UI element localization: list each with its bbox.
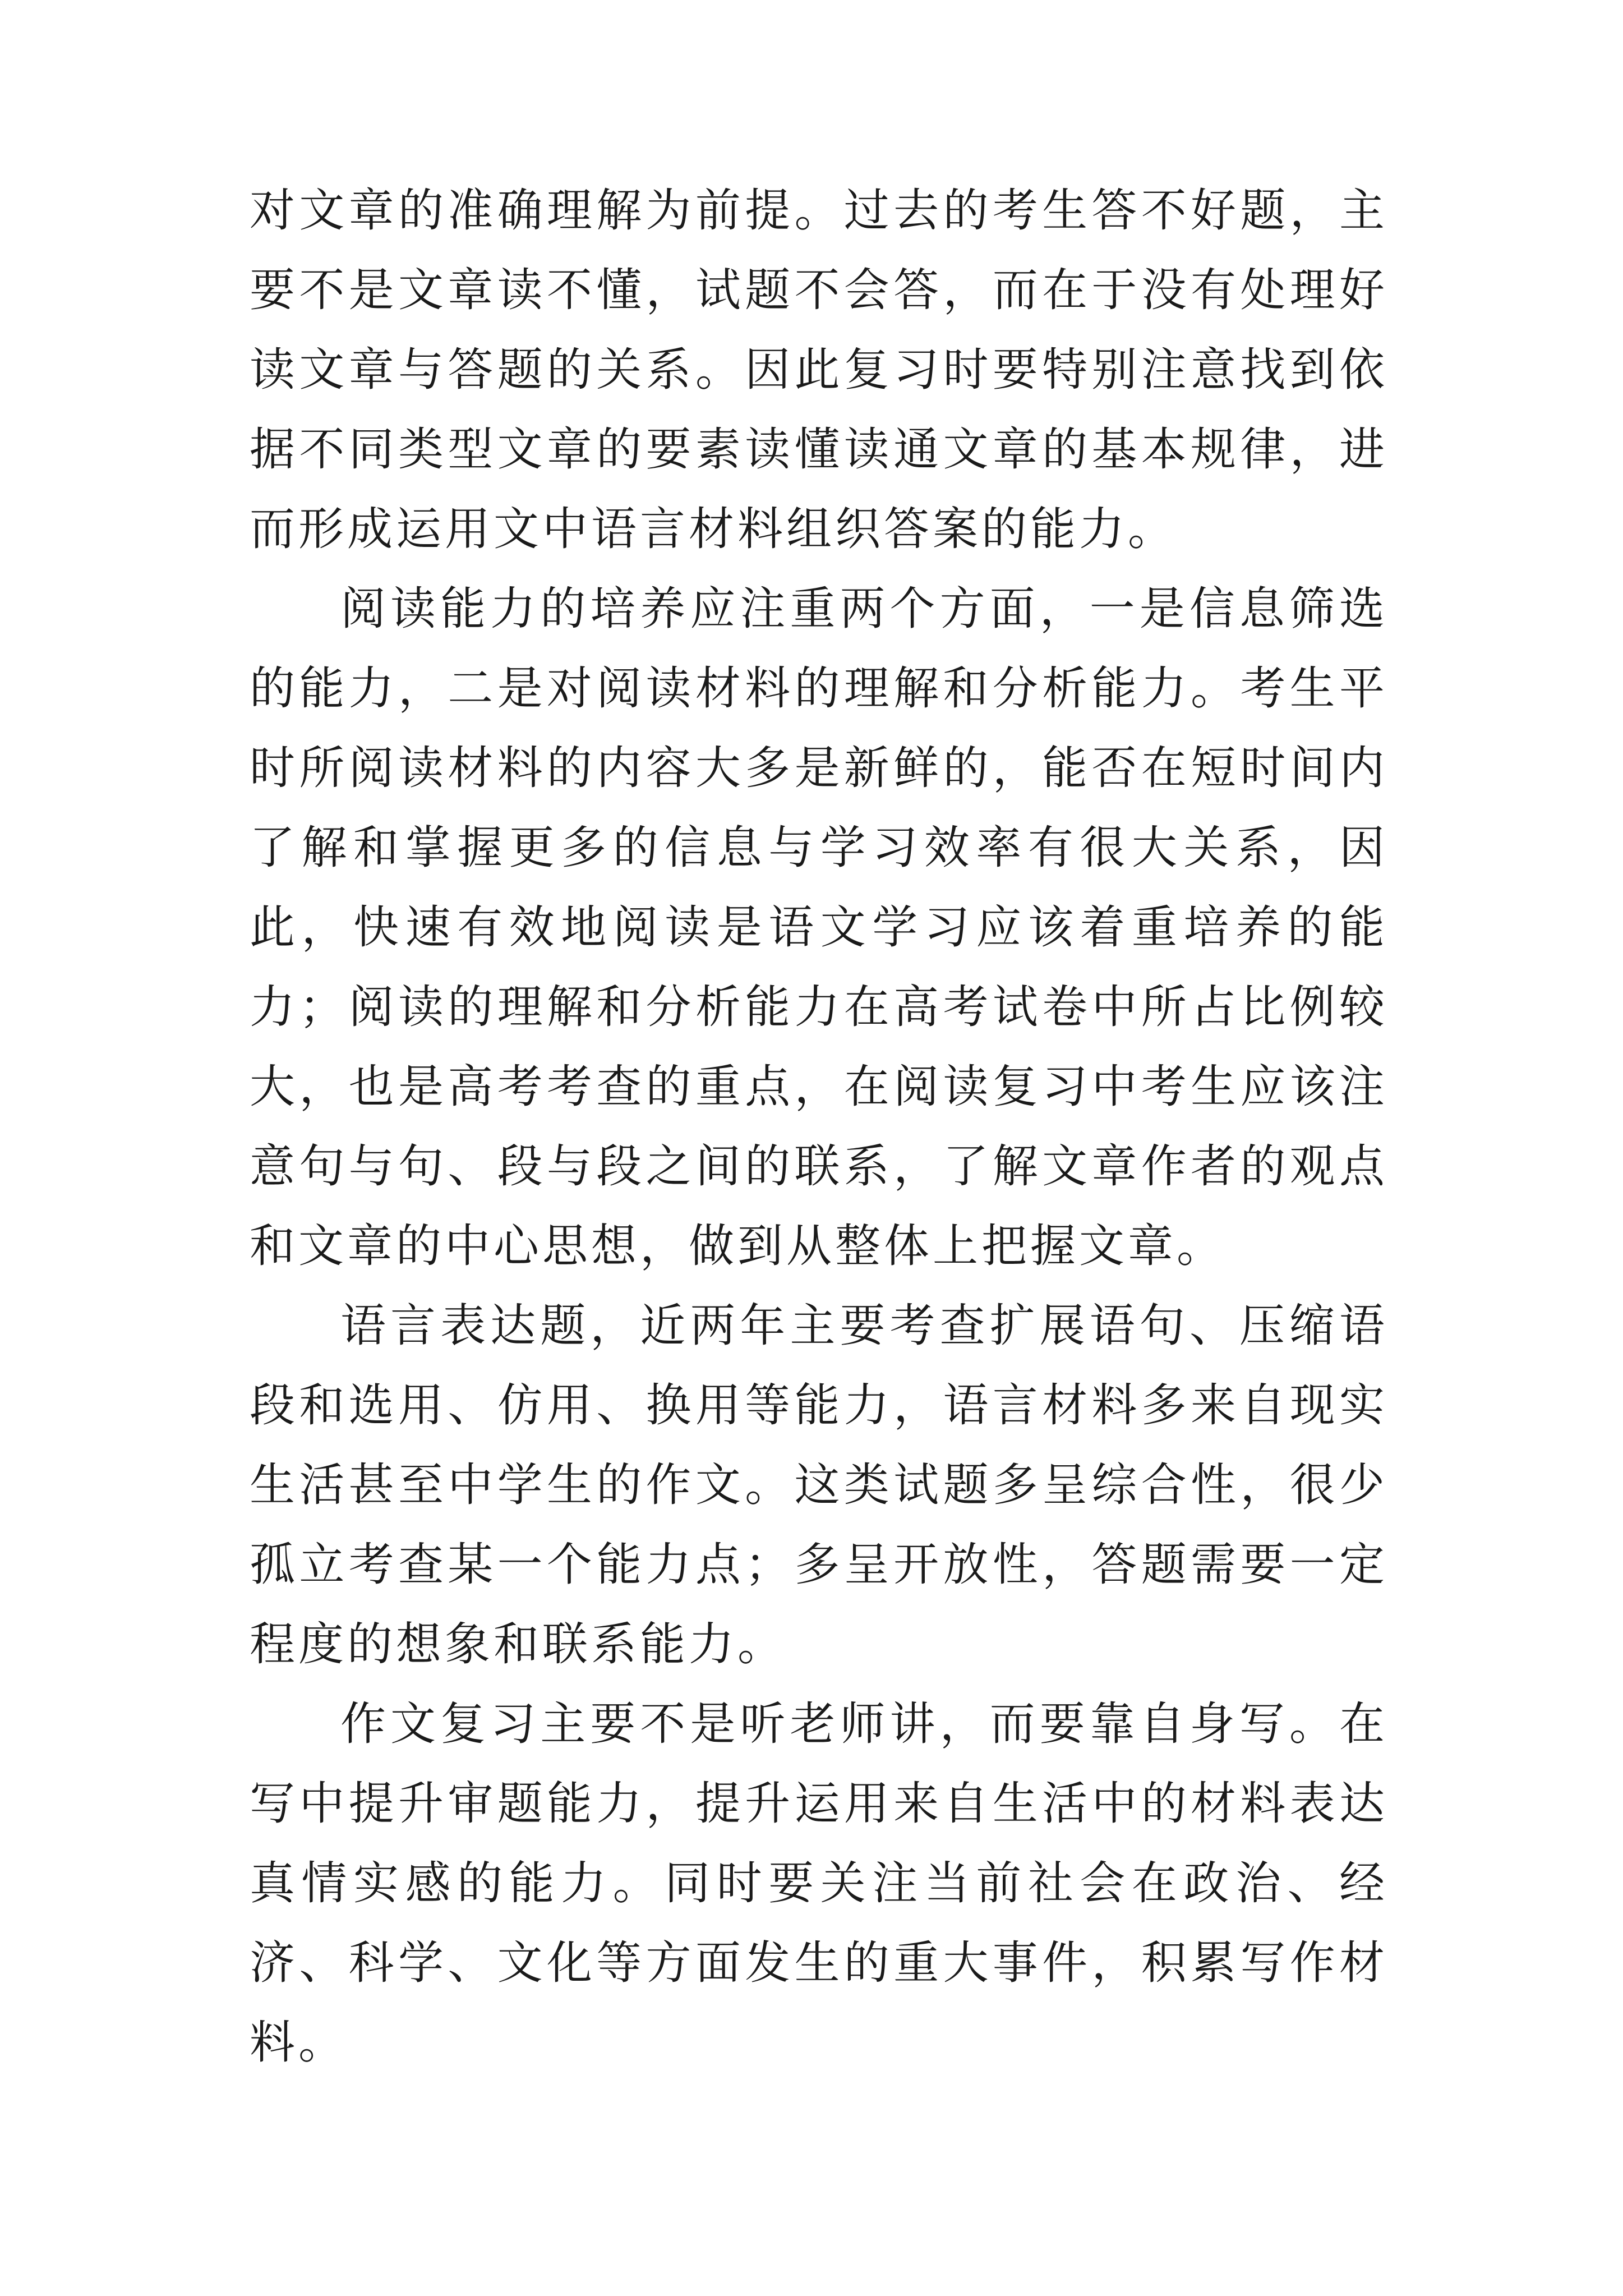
paragraph-composition: 作文复习主要不是听老师讲，而要靠自身写。在写中提升审题能力，提升运用来自生活中的材料表达真情实感的能力。同时要关注当前社会在政治、经济、科学、文化等方面发生的重大事件，积累写作材料。 bbox=[250, 1698, 1388, 2069]
document-body bbox=[250, 171, 1388, 2083]
paragraph-reading-ability: 阅读能力的培养应注重两个方面，一是信息筛选的能力，二是对阅读材料的理解和分析能力。考生平时所阅读材料的内容大多是新鲜的，能否在短时间内了解和掌握更多的信息与学习效率有很大关系，因此，快速有效地阅读是语文学习应该着重培养的能力；阅读的理解和分析能力在高考试卷中所占比例较大，也是高考考查的重点，在阅读复习中考生应该注意句与句、段与段之间的联系，了解文章作者的观点和文章的中心思想，做到从整体上把握文章。 bbox=[250, 583, 1388, 1273]
paragraph-continuation: 对文章的准确理解为前提。过去的考生答不好题，主要不是文章读不懂，试题不会答，而在于没有处理好读文章与答题的关系。因此复习时要特别注意找到依据不同类型文章的要素读懂读通文章的基本规律，进而形成运用文中语言材料组织答案的能力。 bbox=[250, 185, 1388, 556]
paragraph-language-expression: 语言表达题，近两年主要考查扩展语句、压缩语段和选用、仿用、换用等能力，语言材料多来自现实生活甚至中学生的作文。这类试题多呈综合性，很少孤立考查某一个能力点；多呈开放性，答题需要一定程度的想象和联系能力。 bbox=[250, 1300, 1388, 1671]
